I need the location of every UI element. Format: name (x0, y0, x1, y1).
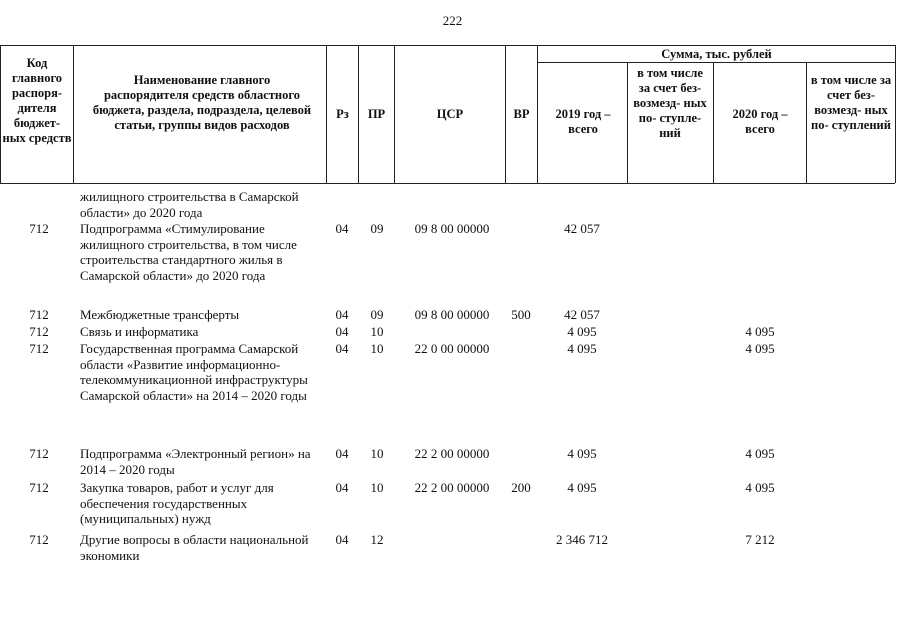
row-sum-2019: 42 057 (564, 307, 600, 322)
row-rz: 04 (335, 532, 349, 547)
row-rz: 04 (335, 341, 349, 356)
row-code: 712 (29, 480, 49, 495)
col-line (627, 62, 628, 183)
row-pr: 10 (370, 324, 384, 339)
row-vr: 500 (511, 307, 531, 322)
header-sum: Сумма, тыс. рублей (661, 47, 772, 61)
row-rz: 04 (335, 324, 349, 339)
row-code: 712 (29, 221, 49, 236)
row-name: Подпрограмма «Электронный регион» на 2014 – 2020 годы (80, 446, 311, 477)
row-rz: 04 (335, 221, 349, 236)
row-vr: 200 (511, 480, 531, 495)
row-sum-2020: 4 095 (745, 480, 775, 495)
row-sum-2019: 4 095 (567, 480, 597, 495)
row-pr: 10 (370, 446, 384, 461)
row-pr: 10 (370, 480, 384, 495)
row-rz: 04 (335, 307, 349, 322)
row-code: 712 (29, 341, 49, 356)
row-name: Межбюджетные трансферты (80, 307, 240, 322)
row-sum-2019: 4 095 (567, 446, 597, 461)
row-sum-2019: 4 095 (567, 341, 597, 356)
row-sum-2019: 4 095 (567, 324, 597, 339)
row-csr: 09 8 00 00000 (414, 307, 490, 322)
row-code: 712 (29, 307, 49, 322)
row-sum-2020: 4 095 (745, 341, 775, 356)
header-top-line (0, 45, 895, 46)
header-2019-free: в том числе за счет без- возмезд- ных по- ступле- ний (633, 66, 707, 140)
header-bottom-line (0, 183, 895, 184)
header-2020-total: 2020 год – всего (732, 107, 788, 136)
row-pr: 12 (370, 532, 384, 547)
sum-under-line (537, 62, 895, 63)
row-name: Связь и информатика (80, 324, 199, 339)
col-line (537, 45, 538, 183)
header-pr: ПР (367, 107, 386, 121)
header-csr: ЦСР (436, 107, 464, 121)
col-line (713, 62, 714, 183)
row-name: Закупка товаров, работ и услуг для обеспечения государственных (муниципальных) нужд (80, 480, 274, 526)
page-number: 222 (442, 13, 463, 28)
row-code: 712 (29, 324, 49, 339)
header-code: Код главного распоря- дителя бюджет- ных средств (2, 56, 72, 145)
row-code: 712 (29, 532, 49, 547)
col-line (806, 62, 807, 183)
row-rz: 04 (335, 446, 349, 461)
header-2019-total: 2019 год – всего (555, 107, 611, 136)
row-code: 712 (29, 446, 49, 461)
row-name: Подпрограмма «Стимулирование жилищного строительства, в том числе строительства стандартного жилья в Самарской области» до 2020 года (80, 221, 297, 283)
col-line (73, 45, 74, 183)
row-pr: 09 (370, 307, 384, 322)
row-pr: 09 (370, 221, 384, 236)
row-name: Другие вопросы в области национальной экономики (80, 532, 309, 563)
row-csr: 09 8 00 00000 (414, 221, 490, 236)
row-csr: 22 2 00 00000 (414, 480, 490, 495)
row-csr: 22 0 00 00000 (414, 341, 490, 356)
col-line (0, 45, 1, 183)
row-csr: 22 2 00 00000 (414, 446, 490, 461)
row-name: Государственная программа Самарской области «Развитие информационно- телекоммуникационной инфраструктуры Самарской области» на 2014 – 2020 годы (80, 341, 308, 403)
header-2020-free: в том числе за счет без- возмезд- ных по- ступлений (810, 73, 892, 132)
row-sum-2020: 4 095 (745, 324, 775, 339)
row-pr: 10 (370, 341, 384, 356)
col-line (895, 45, 896, 183)
header-vr: ВР (513, 107, 530, 121)
header-rz: Рз (336, 107, 349, 121)
header-name: Наименование главного распорядителя средств областного бюджета, раздела, подраздела, целевой статьи, группы видов расходов (92, 73, 312, 132)
row-name: жилищного строительства в Самарской области» до 2020 года (80, 189, 299, 220)
row-rz: 04 (335, 480, 349, 495)
row-sum-2020: 7 212 (745, 532, 775, 547)
row-sum-2020: 4 095 (745, 446, 775, 461)
row-sum-2019: 42 057 (564, 221, 600, 236)
row-sum-2019: 2 346 712 (556, 532, 608, 547)
